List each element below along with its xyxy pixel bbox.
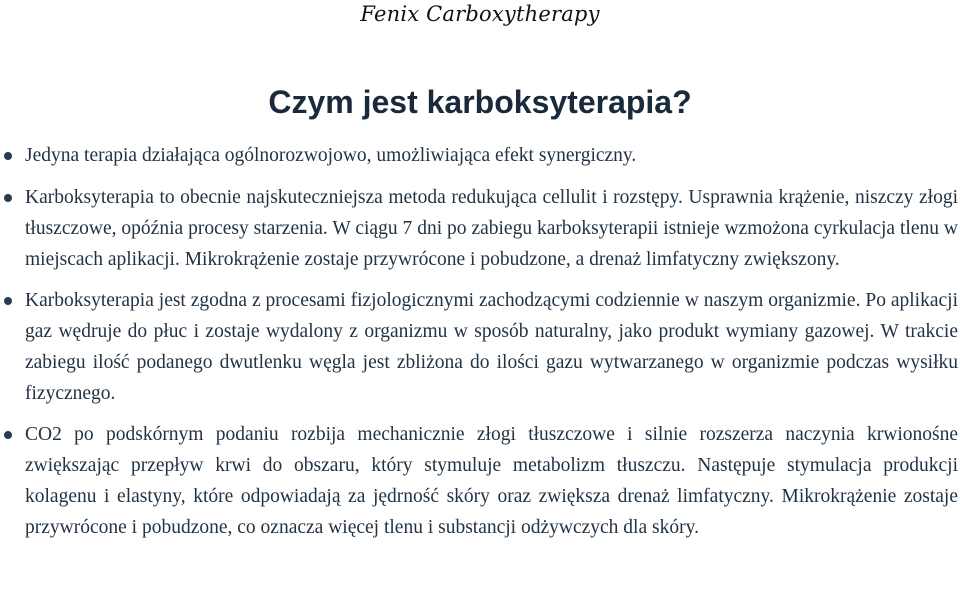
bullet-icon — [4, 194, 12, 202]
list-item-text: CO2 po podskórnym podaniu rozbija mechanicznie złogi tłuszczowe i silnie rozszerza naczynia krwionośne zwiększając przepływ krwi do obszaru, który stymuluje metabolizm tłuszczu. Następuje stymulacja produkcji kolagenu i elastyny, które odpowiadają za jędrność skóry oraz zwiększa drenaż limfatyczny. Mikrokrążenie zostaje przywrócone i pobudzone, co oznacza więcej tlenu i substancji odżywczych dla skóry. — [25, 424, 958, 538]
list-item — [25, 419, 958, 543]
list-item-text: Karboksyterapia to obecnie najskuteczniejsza metoda redukująca cellulit i rozstępy. Usprawnia krążenie, niszczy złogi tłuszczowe, opóźnia procesy starzenia. W ciągu 7 dni po zabiegu karboksyterapii istnieje wzmożona cyrkulacja tlenu w miejscach aplikacji. Mikrokrążenie zostaje przywrócone i pobudzone, a drenaż limfatyczny zwiększony. — [25, 187, 958, 270]
brand-header: Fenix Carboxytherapy — [360, 2, 600, 26]
page-title: Czym jest karboksyterapia? — [268, 84, 692, 120]
list-item-text: Karboksyterapia jest zgodna z procesami fizjologicznymi zachodzącymi codziennie w naszym organizmie. Po aplikacji gaz wędruje do płuc i zostaje wydalony z organizmu w sposób naturalny, jako produkt wymiany gazowej. W trakcie zabiegu ilość podanego dwutlenku węgla jest zbliżona do ilości gazu wytwarzanego w organizmie podczas wysiłku fizycznego. — [25, 290, 958, 404]
list-item-text: Jedyna terapia działająca ogólnorozwojowo, umożliwiająca efekt synergiczny. — [25, 145, 637, 166]
bullet-list — [25, 140, 958, 543]
bullet-icon — [4, 431, 12, 439]
list-item — [25, 285, 958, 409]
list-item — [25, 182, 958, 275]
list-item — [25, 140, 958, 171]
bullet-icon — [4, 297, 12, 305]
bullet-icon — [4, 152, 12, 160]
